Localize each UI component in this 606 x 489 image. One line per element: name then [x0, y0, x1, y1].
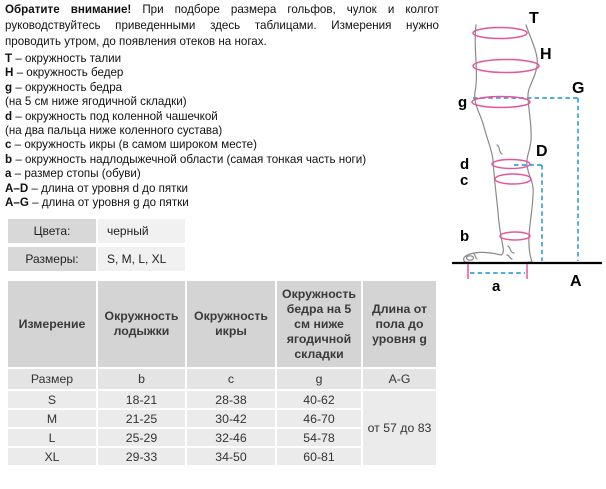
table-cell-size: M	[8, 410, 96, 427]
table-cell-b: 21-25	[98, 410, 185, 427]
product-attributes	[8, 219, 185, 275]
label-G: G	[572, 80, 585, 97]
header-ankle: Окружность лодыжки	[98, 281, 185, 367]
toe-detail	[474, 254, 477, 259]
label-c: c	[460, 172, 469, 189]
ankle-ellipse-b	[500, 232, 530, 240]
colors-value: черный	[98, 219, 185, 243]
definition-line: A–G – длина от уровня g до пятки	[5, 196, 189, 210]
size-table-subheader-row	[8, 369, 436, 389]
subheader-size: Размер	[8, 369, 96, 389]
size-table-body	[8, 391, 436, 465]
intro-bold: Обратите внимание!	[5, 3, 132, 16]
label-a: a	[492, 278, 501, 294]
subheader-b: b	[98, 369, 185, 389]
knee-detail	[497, 145, 502, 154]
table-cell-g: 60-81	[277, 448, 361, 465]
label-T: T	[529, 10, 539, 27]
definition-line: H – окружность бедер	[5, 66, 124, 80]
header-length: Длина от пола до уровня g	[363, 281, 436, 367]
sizes-value: S, M, L, XL	[98, 247, 185, 271]
waist-ellipse-T	[473, 28, 527, 39]
table-cell-merged-ag: от 57 до 83	[363, 391, 436, 465]
measurement-definitions	[5, 52, 445, 210]
thigh-ellipse-g	[472, 97, 530, 108]
header-calf: Окружность икры	[187, 281, 275, 367]
table-cell-c: 34-50	[187, 448, 275, 465]
below-knee-ellipse-d	[492, 160, 530, 169]
definition-line: T – окружность талии	[5, 52, 122, 65]
table-row	[8, 391, 436, 408]
calf-ellipse-c	[495, 174, 531, 184]
colors-label: Цвета:	[8, 219, 96, 243]
sizes-row	[8, 247, 185, 271]
size-table-header-row	[8, 281, 436, 367]
header-measurement: Измерение	[8, 281, 96, 367]
sizes-label: Размеры:	[8, 247, 96, 271]
intro-paragraph	[5, 2, 439, 49]
subheader-g: g	[277, 369, 361, 389]
intro-rest: При подборе размера гольфов, чулок и колгот руководствуйтесь приведенными здесь таблицами. Измерения нужно проводить утром, до появления отеков на ногах.	[5, 3, 439, 48]
table-cell-b: 29-33	[98, 448, 185, 465]
table-cell-c: 32-46	[187, 429, 275, 446]
table-cell-size: S	[8, 391, 96, 408]
header-hip: Окружность бедра на 5 см ниже ягодичной складки	[277, 281, 361, 367]
definition-line: g – окружность бедра	[5, 80, 123, 94]
hip-ellipse-H	[473, 60, 539, 73]
table-cell-b: 25-29	[98, 429, 185, 446]
table-cell-g: 40-62	[277, 391, 361, 408]
definition-line: (на 5 см ниже ягодичной складки)	[5, 95, 187, 109]
subheader-c: c	[187, 369, 275, 389]
definition-line: a – размер стопы (обуви)	[5, 167, 141, 181]
definition-line: d – окружность под коленной чашечкой	[5, 109, 218, 123]
label-D: D	[536, 143, 548, 160]
table-cell-c: 28-38	[187, 391, 275, 408]
definition-line: A–D – длина от уровня d до пятки	[5, 181, 189, 195]
subheader-ag: A-G	[363, 369, 436, 389]
table-cell-size: XL	[8, 448, 96, 465]
definition-line: (на два пальца ниже коленного сустава)	[5, 124, 223, 138]
label-d: d	[460, 156, 470, 173]
definition-line: c – окружность икры (в самом широком месте)	[5, 138, 257, 152]
label-A: A	[570, 273, 582, 290]
table-cell-size: L	[8, 429, 96, 446]
colors-row	[8, 219, 185, 243]
leg-measurement-diagram	[448, 2, 606, 294]
ankle-detail	[507, 246, 514, 259]
label-g: g	[458, 94, 468, 111]
toe-detail-oval	[467, 256, 474, 260]
definition-line: b – окружность надлодыжечной области (самая тонкая часть ноги)	[5, 152, 367, 166]
size-table	[6, 279, 438, 467]
table-cell-b: 18-21	[98, 391, 185, 408]
label-H: H	[540, 46, 552, 63]
table-cell-g: 54-78	[277, 429, 361, 446]
table-cell-c: 30-42	[187, 410, 275, 427]
table-cell-g: 46-70	[277, 410, 361, 427]
label-b: b	[460, 228, 470, 245]
